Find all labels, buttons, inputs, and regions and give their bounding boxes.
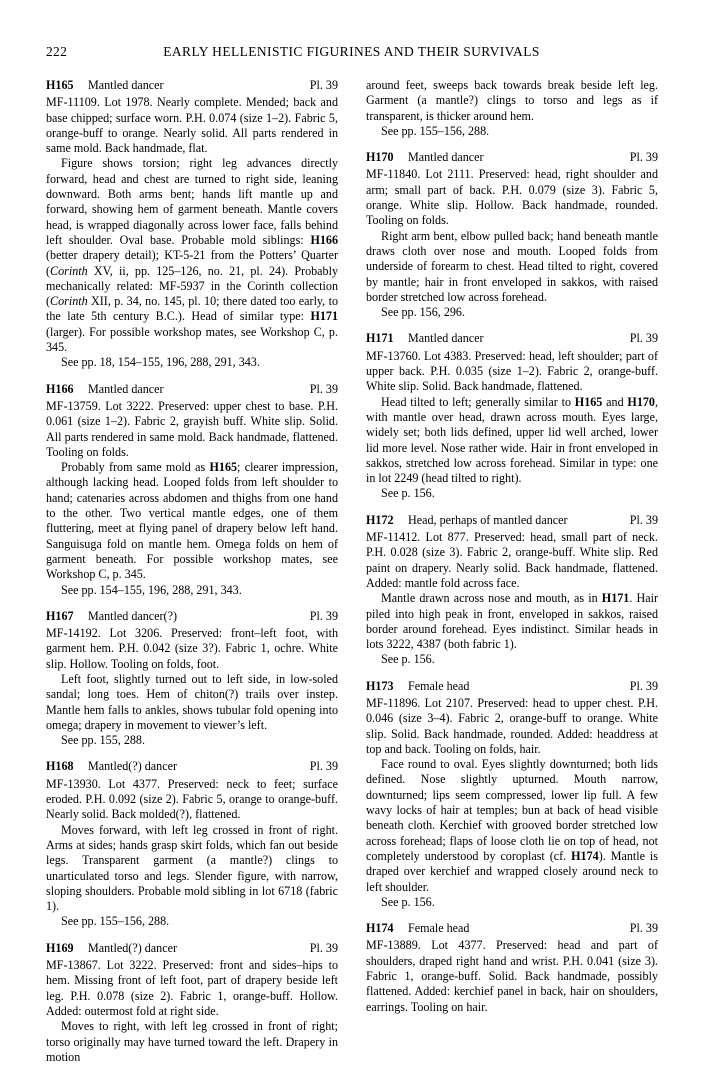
entry-paragraph: Figure shows torsion; right leg advances directly forward, head and chest are turned to right side, leaning downward. Both arms bent; hands lift mantle up and forward, showing hem of garment beneath. Mantle covers head, is wrapped diagonally across lower face, falls behind left shoulder. Oval base. Probable mold siblings: H166 (better drapery detail); KT-5-21 from the Potters’ Quarter (Corinth XV, ii, pp. 125–126, no. 21, pl. 24). Probably mechanically related: MF-5937 in the Corinth collection (Corinth XII, p. 34, no. 145, pl. 10; there dated too early, to the late 5th century B.C.). Head of similar type: H171 (larger). For possible workshop mates, see Workshop C, p. 345. [46, 156, 338, 355]
entry-paragraph: MF-13889. Lot 4377. Preserved: head and part of shoulders, draped right hand and wrist. P.H. 0.041 (size 3). Fabric 1, orange-buff. Solid. Back handmade, possibly flattened. Added: kerchief panel in back, hair on shoulders, earrings. Tooling on hair. [366, 938, 658, 1014]
catalog-number: H170 [366, 150, 394, 165]
entry-paragraph: Moves forward, with left leg crossed in front of right. Arms at sides; hands grasp skirt folds, which fan out beside legs. Transparent garment (a mantle?) clings to unarticulated torso and legs. Slender figure, with narrow, sloping shoulders. Probable mold sibling in lot 6718 (fabric 1). [46, 822, 338, 914]
catalog-entry-header [46, 78, 338, 93]
plate-reference: Pl. 39 [629, 921, 658, 936]
plate-reference: Pl. 39 [629, 150, 658, 165]
entry-paragraph: MF-13867. Lot 3222. Preserved: front and sides–hips to hem. Missing front of left foot, part of drapery beside left leg. P.H. 0.078 (size 2). Fabric 1, orange-buff. Hollow. Added: outermost fold at right side. [46, 958, 338, 1018]
entry-paragraph: Moves to right, with left leg crossed in front of right; torso originally may have turned toward the left. Drapery in motion [46, 1019, 338, 1064]
running-head: EARLY HELLENISTIC FIGURINES AND THEIR SURVIVALS [163, 44, 540, 59]
entry-paragraph: Face round to oval. Eyes slightly downturned; both lids defined. Nose slightly upturned. Mouth narrow, downturned; lips seem compressed, lower lip full. A few wavy locks of hair at temples; bun at back of head visible beneath cloth. Kerchief with grooved border stretched low across forehead; flaps of loose cloth lie on top of head, not completely understood by coroplast (cf. H174). Mantle is draped over kerchief and wrapped closely around neck to left shoulder. [366, 757, 658, 894]
entry-paragraph: MF-11109. Lot 1978. Nearly complete. Mended; back and base chipped; surface worn. P.H. 0.074 (size 1–2). Fabric 5, orange-buff to orange. Nearly solid. All parts rendered in same mold. Back handmade, flat. [46, 95, 338, 156]
continuation-paragraph: around feet, sweeps back towards break beside left leg. Garment (a mantle?) clings to torso and legs as if transparent, is thicker around hem. [366, 78, 658, 123]
catalog-title: Mantled dancer [88, 78, 164, 92]
entry-see-reference: See pp. 156, 296. [381, 305, 465, 320]
plate-reference: Pl. 39 [309, 78, 338, 92]
entry-paragraph: MF-14192. Lot 3206. Preserved: front–left foot, with garment hem. P.H. 0.042 (size 3?). Fabric 1, ochre. White slip. Hollow. Tooling on folds, foot. [46, 626, 338, 671]
entry-paragraph: Head tilted to left; generally similar to H165 and H170, with mantle over head, drawn across mouth. Eyes large, widely set; both lids defined, upper lid well arched, lower lid more level. Nose rather wide. Hair in front enveloped in sakkos, stretched low across forehead. Similar in type: one in lot 2249 (head tilted to right). [366, 394, 658, 486]
entry-see-reference: See p. 156. [381, 486, 435, 501]
plate-reference: Pl. 39 [629, 331, 658, 346]
catalog-number: H165 [46, 78, 74, 92]
catalog-title: Female head [408, 678, 470, 693]
entry-paragraph: Right arm bent, elbow pulled back; hand beneath mantle draws cloth over nose and mouth. Looped folds from underside of forearm to chest. Head tilted to right, covered by mantle; hair in front enveloped in sakkos, with raised border stretched low across forehead. [366, 228, 658, 304]
catalog-entry-header [46, 609, 338, 624]
entry-paragraph: MF-13930. Lot 4377. Preserved: neck to feet; surface eroded. P.H. 0.092 (size 2). Fabric 5, orange to orange-buff. Nearly solid. Back molded(?), flattened. [46, 776, 338, 822]
catalog-number: H174 [366, 921, 394, 936]
catalog-title: Head, perhaps of mantled dancer [408, 512, 568, 527]
catalog-title: Mantled dancer(?) [88, 608, 177, 623]
entry-see-reference: See p. 156. [381, 894, 435, 909]
entry-see-reference: See pp. 18, 154–155, 196, 288, 291, 343. [61, 355, 260, 370]
entry-see-reference: See pp. 155, 288. [61, 733, 145, 748]
plate-reference: Pl. 39 [309, 381, 338, 396]
two-column-body [46, 78, 658, 1064]
catalog-entry-header [46, 941, 338, 956]
entry-paragraph: Probably from same mold as H165; clearer impression, although lacking head. Looped folds from left shoulder to hand; catenaries across abdomen and thighs from one hand to the other. Two vertical mantle edges, one of them fluttering, meet at flying panel of drapery below left hand. Sanguisuga fold on mantle hem. Omega folds on hem of garment beneath. For possible workshop mates, see Workshop C, p. 345. [46, 460, 338, 582]
plate-reference: Pl. 39 [309, 608, 338, 623]
catalog-number: H166 [46, 381, 74, 396]
catalog-entry-header [46, 382, 338, 397]
plate-reference: Pl. 39 [629, 678, 658, 693]
catalog-number: H168 [46, 759, 74, 774]
right-column [366, 78, 658, 1014]
plate-reference: Pl. 39 [309, 940, 338, 955]
plate-reference: Pl. 39 [309, 759, 338, 774]
entry-paragraph: MF-11840. Lot 2111. Preserved: head, right shoulder and arm; small part of back. P.H. 0.079 (size 3). Fabric 5, orange. White slip. Hollow. Back handmade, rounded. Tooling on folds. [366, 167, 658, 228]
page-number: 222 [46, 44, 68, 59]
entry-see-reference: See pp. 155–156, 288. [61, 914, 170, 929]
catalog-entry-header [366, 679, 658, 694]
catalog-title: Mantled dancer [408, 150, 484, 165]
catalog-entry-header [46, 759, 338, 774]
catalog-entry-header [366, 921, 658, 936]
catalog-title: Mantled(?) dancer [88, 759, 177, 774]
entry-paragraph: MF-11412. Lot 877. Preserved: head, small part of neck. P.H. 0.028 (size 3). Fabric 2, orange-buff. White slip. Red paint on drapery. Nearly solid. Back handmade, flattened. Added: mantle fold across face. [366, 530, 658, 590]
catalog-number: H167 [46, 608, 74, 623]
entry-paragraph: MF-13759. Lot 3222. Preserved: upper chest to base. P.H. 0.061 (size 1–2). Fabric 2, grayish buff. White slip. Solid. All parts rendered in same mold. Back handmade, flattened. Tooling on folds. [46, 398, 338, 459]
entry-see-reference: See p. 156. [381, 652, 435, 667]
catalog-title: Mantled dancer [408, 331, 484, 346]
entry-see-reference: See pp. 154–155, 196, 288, 291, 343. [61, 582, 242, 597]
catalog-entry-header [366, 150, 658, 165]
catalog-number: H172 [366, 512, 394, 527]
catalog-entry-header [366, 513, 658, 528]
catalog-number: H169 [46, 940, 74, 955]
page-header [46, 44, 657, 64]
catalog-entry-header [366, 331, 658, 346]
left-column [46, 78, 338, 1064]
catalog-number: H173 [366, 678, 394, 693]
catalog-title: Mantled(?) dancer [88, 940, 177, 955]
entry-paragraph: MF-11896. Lot 2107. Preserved: head to upper chest. P.H. 0.046 (size 3–4). Fabric 2, orange-buff to orange. White slip. Solid. Back handmade, rounded. Added: headdress at top and back. Tooling on folds, hair. [366, 695, 658, 756]
plate-reference: Pl. 39 [629, 512, 658, 527]
entry-paragraph: MF-13760. Lot 4383. Preserved: head, left shoulder; part of upper back. P.H. 0.035 (size 1–2). Fabric 2, orange-buff. White slip. Solid. Back handmade, flattened. [366, 348, 658, 394]
catalog-number: H171 [366, 331, 394, 346]
catalog-title: Mantled dancer [88, 381, 164, 396]
entry-paragraph: Mantle drawn across nose and mouth, as in H171. Hair piled into high peak in front, enveloped in sakkos, raised border around forehead. Eyes indistinct. Similar heads in lots 3222, 4387 (both fabric 1). [366, 591, 658, 652]
entry-paragraph: Left foot, slightly turned out to left side, in low-soled sandal; long toes. Hem of chiton(?) trails over instep. Mantle hem falls to ankles, shows tubular fold opening into omega; drapery in movement to viewer’s left. [46, 671, 338, 732]
catalog-title: Female head [408, 921, 470, 936]
entry-see-reference: See pp. 155–156, 288. [381, 123, 490, 138]
